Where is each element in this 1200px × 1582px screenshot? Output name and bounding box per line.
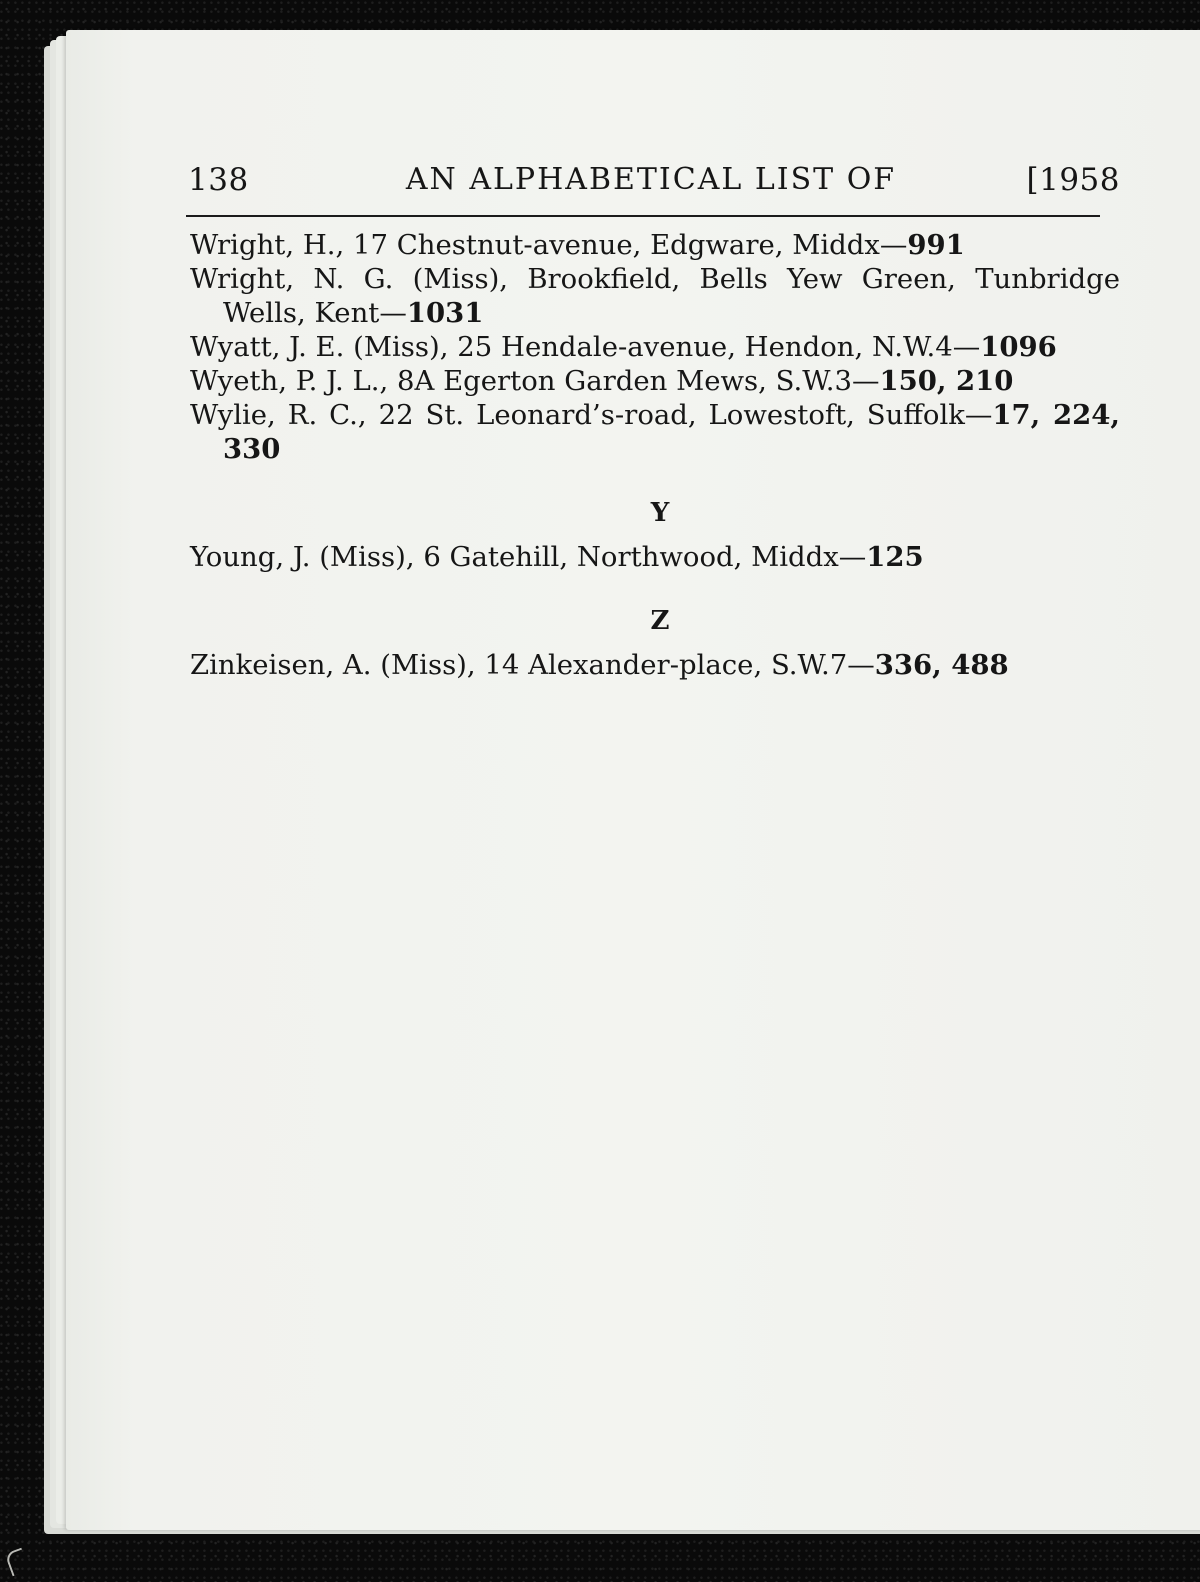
entry-text: Wright, H., 17 Chestnut-avenue, Edgware, Middx— bbox=[190, 229, 908, 261]
page-content bbox=[66, 30, 1200, 1530]
entry-references: 1096 bbox=[980, 331, 1057, 363]
entry-references: 991 bbox=[907, 229, 965, 261]
list-entry bbox=[190, 540, 1120, 574]
page-corner-curl bbox=[4, 1548, 29, 1577]
section-letter-heading: Z bbox=[650, 606, 670, 636]
list-entry bbox=[190, 648, 1120, 682]
page-number: 138 bbox=[188, 162, 249, 198]
entry-text: Zinkeisen, A. (Miss), 14 Alexander-place, S.W.7— bbox=[190, 649, 875, 681]
entry-references: 125 bbox=[866, 541, 924, 573]
list-entry bbox=[190, 262, 1120, 330]
header-rule bbox=[186, 215, 1100, 217]
list-entry bbox=[190, 398, 1120, 466]
list-entry bbox=[190, 330, 1120, 364]
list-entry bbox=[190, 364, 1120, 398]
entry-references: 17, 224, 330 bbox=[223, 399, 1120, 465]
running-head bbox=[188, 162, 1120, 206]
entry-text: Wylie, R. C., 22 St. Leonard’s-road, Lowestoft, Suffolk— bbox=[190, 399, 993, 431]
entry-text: Wyeth, P. J. L., 8A Egerton Garden Mews, S.W.3— bbox=[190, 365, 880, 397]
book-page bbox=[66, 30, 1200, 1530]
entry-text: Young, J. (Miss), 6 Gatehill, Northwood, Middx— bbox=[190, 541, 867, 573]
list-entry bbox=[190, 228, 1120, 262]
entry-references: 150, 210 bbox=[879, 365, 1014, 397]
entry-text: Wyatt, J. E. (Miss), 25 Hendale-avenue, Hendon, N.W.4— bbox=[190, 331, 981, 363]
entry-references: 1031 bbox=[406, 297, 484, 329]
running-title: AN ALPHABETICAL LIST OF bbox=[405, 162, 897, 197]
entry-text: Wright, N. G. (Miss), Brookfield, Bells Yew Green, Tunbridge Wells, Kent— bbox=[190, 263, 1120, 329]
entry-references: 336, 488 bbox=[874, 649, 1009, 681]
entry-list bbox=[190, 228, 1120, 682]
section-letter-heading: Y bbox=[650, 498, 670, 528]
running-year: [1958 bbox=[1026, 162, 1120, 198]
